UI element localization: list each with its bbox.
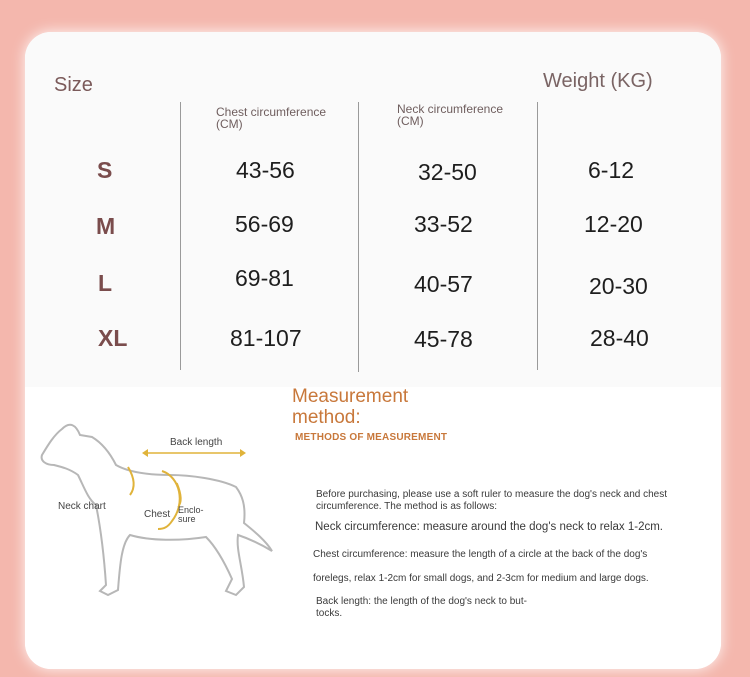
header-weight: Weight (KG) [543,70,653,92]
chest-instruction-line2: forelegs, relax 1-2cm for small dogs, and 2-3cm for medium and large dogs. [313,573,649,584]
size-label: M [96,213,116,239]
enclosure-label: Enclo- sure [178,505,204,524]
chest-label: Chest [144,509,171,520]
back-instruction: Back length: the length of the dog's neck to but- tocks. [316,596,527,619]
size-label: S [97,157,113,183]
header-neck: Neck circumference (CM) [397,102,504,128]
measurement-intro: Before purchasing, please use a soft ruler to measure the dog's neck and chest circumference. The method is as follows: [316,489,668,512]
chest-value: 43-56 [236,157,295,183]
weight-value: 6-12 [588,157,635,183]
chest-value: 81-107 [230,325,302,351]
neck-chart-label: Neck chart [58,501,106,512]
chest-value: 69-81 [235,265,294,291]
back-length-label: Back length [170,437,223,448]
size-label: XL [98,325,128,351]
neck-value: 40-57 [414,271,473,297]
column-divider [358,102,359,372]
neck-value: 32-50 [418,159,477,185]
weight-value: 12-20 [584,211,643,237]
size-label: L [98,270,113,296]
dog-outline-icon [30,395,280,605]
neck-value: 33-52 [414,211,473,237]
column-divider [537,102,538,370]
header-size: Size [54,74,93,96]
neck-value: 45-78 [414,326,473,352]
neck-instruction: Neck circumference: measure around the dog's neck to relax 1-2cm. [315,521,663,533]
header-chest: Chest circumference (CM) [216,105,327,131]
chest-value: 56-69 [235,211,294,237]
weight-value: 20-30 [589,273,648,299]
weight-value: 28-40 [590,325,649,351]
measurement-subtitle: METHODS OF MEASUREMENT [295,432,448,443]
measurement-title: Measurement method: [292,386,409,428]
chest-instruction-line1: Chest circumference: measure the length of a circle at the back of the dog's [313,549,648,560]
column-divider [180,102,181,370]
